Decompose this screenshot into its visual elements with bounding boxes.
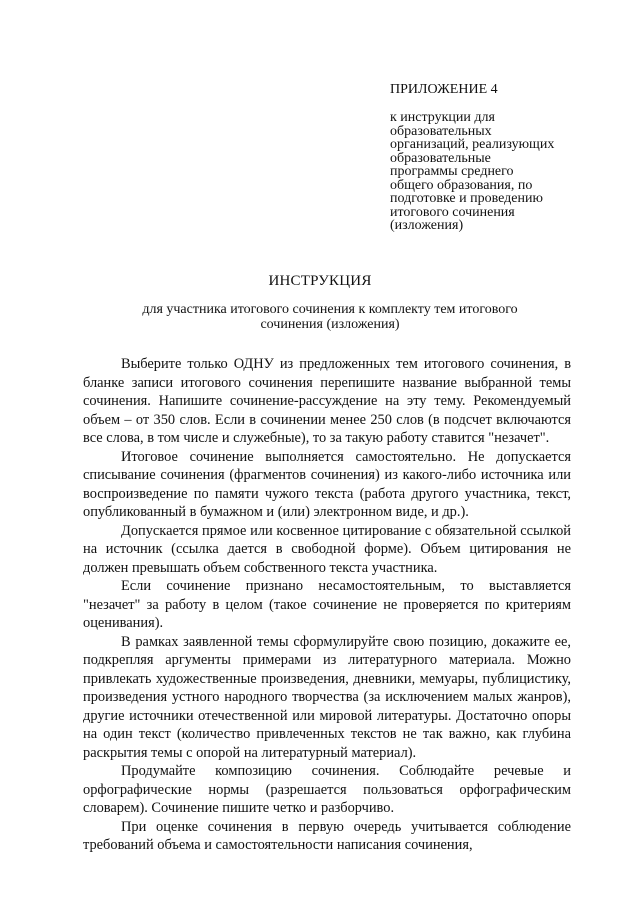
document-title: ИНСТРУКЦИЯ bbox=[268, 273, 372, 289]
paragraph: При оценке сочинения в первую очередь учитывается соблюдение требований объема и самостоятельности написания сочинения, bbox=[83, 818, 571, 853]
appendix-note-line: итогового сочинения bbox=[390, 204, 515, 220]
appendix-note-line: к инструкции для bbox=[390, 110, 495, 125]
appendix-note-line: общего образования, по bbox=[390, 177, 533, 193]
appendix-note-line: образовательных bbox=[390, 123, 492, 139]
document-subtitle: для участника итогового сочинения к комплекту тем итогового сочинения (изложения) bbox=[142, 302, 518, 332]
paragraph: Продумайте композицию сочинения. Соблюдайте речевые и орфографические нормы (разрешается пользоваться орфографическим словарем). Сочинение пишите четко и разборчиво. bbox=[83, 763, 571, 816]
appendix-note-line: программы среднего bbox=[390, 164, 514, 179]
appendix-note-line: организаций, реализующих bbox=[390, 137, 555, 152]
paragraph: Если сочинение признано несамостоятельным, то выставляется "незачет" за работу в целом (такое сочинение не проверяется по критериям оценивания). bbox=[83, 578, 571, 631]
paragraph: Итоговое сочинение выполняется самостоятельно. Не допускается списывание сочинения (фрагментов сочинения) из какого-либо источника или воспроизведение по памяти чужого текста (работа другого участника, текст, опубликованный в бумажном и (или) электронном виде, и др.). bbox=[83, 448, 571, 520]
appendix-note-line: образовательные bbox=[390, 150, 491, 166]
paragraph: В рамках заявленной темы сформулируйте свою позицию, докажите ее, подкрепляя аргументы примерами из литературного материала. Можно привлекать художественные произведения, дневники, мемуары, публицистику, произведения устного народного творчества (за исключением малых жанров), другие источники отечественной или мировой литературы. Достаточно опоры на один текст (количество привлеченных текстов не так важно, как глубина раскрытия темы с опорой на литературный материал). bbox=[83, 633, 571, 761]
paragraph: Выберите только ОДНУ из предложенных тем итогового сочинения, в бланке записи итогового сочинения перепишите название выбранной темы сочинения. Напишите сочинение-рассуждение на эту тему. Рекомендуемый объем – от 350 слов. Если в сочинении менее 250 слов (в подсчет включаются все слова, в том числе и служебные), то за такую работу ставится "незачет". bbox=[83, 356, 571, 446]
paragraph: Допускается прямое или косвенное цитирование с обязательной ссылкой на источник (ссылка дается в свободной форме). Объем цитирования не должен превышать объем собственного текста участника. bbox=[83, 522, 571, 576]
appendix-note-line: подготовке и проведению bbox=[390, 191, 543, 206]
instruction-body bbox=[83, 355, 571, 855]
appendix-label: ПРИЛОЖЕНИЕ 4 bbox=[390, 82, 498, 97]
appendix-note-line: (изложения) bbox=[390, 218, 464, 233]
appendix-note bbox=[390, 111, 580, 233]
